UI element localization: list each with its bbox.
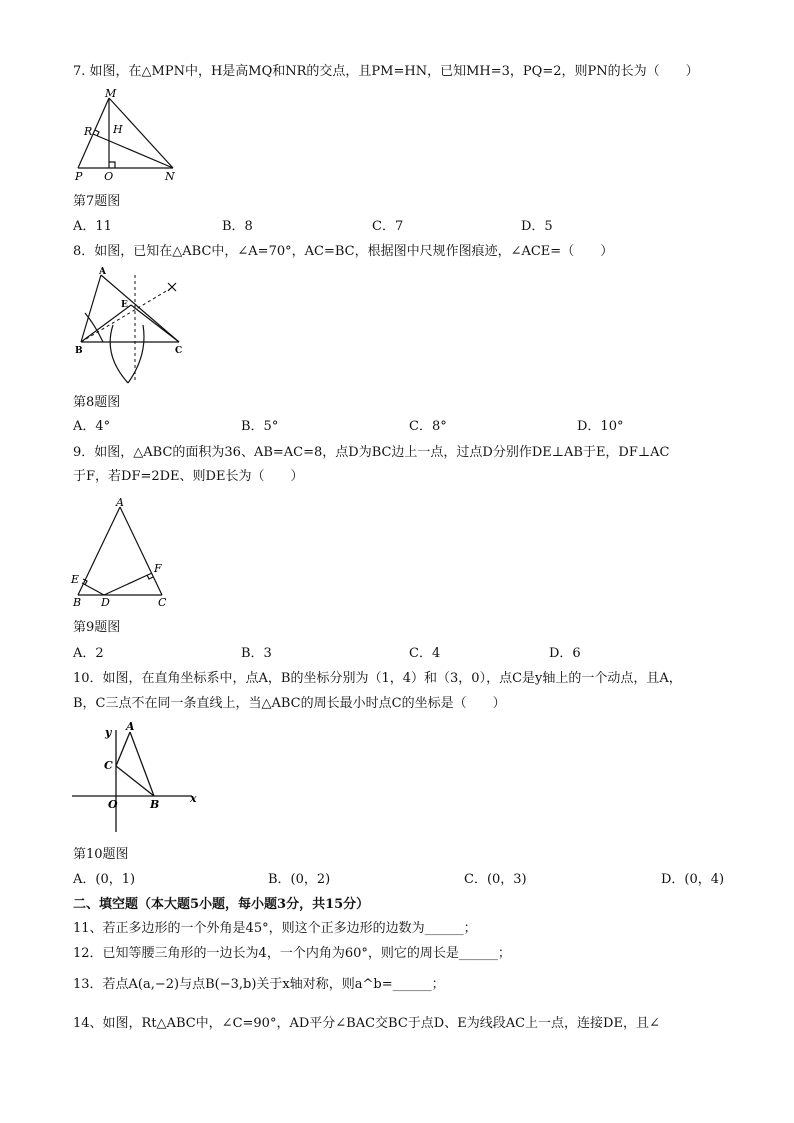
q8-option-a: A．4° — [73, 419, 111, 434]
q8-option-b: B．5° — [241, 419, 279, 434]
question-9-figure — [70, 495, 170, 607]
label-y: y — [105, 726, 112, 739]
question-7-caption: 第7题图 — [73, 194, 121, 209]
label-M: M — [105, 88, 117, 100]
question-11-text: 11、若正多边形的一个外角是45°，则这个正多边形的边数为______； — [73, 921, 477, 936]
q7-option-a: A．11 — [73, 219, 112, 234]
q10-option-d: D．(0，4) — [661, 872, 725, 887]
question-7-figure — [73, 88, 183, 180]
label-C: C — [175, 346, 183, 356]
question-12-text: 12．已知等腰三角形的一边长为4，一个内角为60°，则它的周长是______； — [73, 946, 511, 961]
label-Q: Q — [104, 170, 114, 180]
question-9-text-line1: 9．如图，△ABC的面积为36、AB=AC=8，点D为BC边上一点，过点D分别作DE⊥AB于E，DF⊥AC — [73, 445, 670, 460]
q10-option-a: A．(0，1) — [73, 872, 136, 887]
label-B: B — [150, 798, 160, 811]
label-A: A — [99, 267, 106, 277]
label-F: F — [154, 562, 162, 575]
question-14-text: 14、如图，Rt△ABC中，∠C=90°，AD平分∠BAC交BC于点D、E为线段AC上一点，连接DE，且∠ — [73, 1016, 660, 1031]
q7-option-c: C．7 — [372, 219, 404, 234]
label-N: N — [165, 170, 175, 180]
question-8-caption: 第8题图 — [73, 395, 121, 410]
label-C: C — [104, 759, 113, 772]
label-E: E — [121, 300, 128, 310]
q9-option-d: D．6 — [549, 646, 581, 661]
q7-option-d: D．5 — [521, 219, 553, 234]
label-P: P — [75, 170, 83, 180]
label-R: R — [84, 125, 93, 138]
q9-option-a: A．2 — [73, 646, 104, 661]
label-D: D — [101, 596, 110, 607]
label-B: B — [73, 596, 82, 607]
q7-option-b: B．8 — [222, 219, 253, 234]
label-A: A — [126, 722, 135, 733]
label-A: A — [116, 496, 124, 509]
q10-option-b: B．(0，2) — [268, 872, 331, 887]
label-H: H — [113, 123, 123, 136]
question-9-text-line2: 于F，若DF=2DE、则DE长为（ ） — [73, 469, 304, 484]
question-7-text: 7. 如图，在△MPN中，H是高MQ和NR的交点，且PM=HN，已知MH=3，PQ=2，则PN的长为（ ） — [73, 64, 699, 79]
label-x: x — [190, 792, 197, 805]
q9-option-c: C．4 — [409, 646, 441, 661]
question-10-figure — [70, 722, 200, 834]
q10-option-c: C．(0，3) — [464, 872, 527, 887]
question-13-text: 13．若点A(a,−2)与点B(−3,b)关于x轴对称，则a^b=______； — [73, 977, 445, 992]
question-10-text-line1: 10．如图，在直角坐标系中，点A，B的坐标分别为（1，4）和（3，0），点C是y轴上的一个动点，且A， — [73, 671, 682, 686]
q8-option-c: C．8° — [409, 419, 447, 434]
section-2-title: 二、填空题（本大题5小题，每小题3分，共15分） — [73, 897, 370, 912]
q8-option-d: D．10° — [577, 419, 624, 434]
label-E: E — [71, 573, 80, 586]
label-B: B — [75, 346, 83, 356]
question-8-text: 8．如图，已知在△ABC中，∠A=70°，AC=BC，根据图中尺规作图痕迹，∠ACE=（ ） — [73, 244, 614, 259]
label-O: O — [108, 798, 118, 811]
question-9-caption: 第9题图 — [73, 620, 121, 635]
question-10-text-line2: B，C三点不在同一条直线上，当△ABC的周长最小时点C的坐标是（ ） — [73, 696, 506, 711]
question-8-figure — [73, 265, 188, 387]
label-C: C — [158, 596, 167, 607]
question-10-caption: 第10题图 — [73, 847, 129, 862]
q9-option-b: B．3 — [241, 646, 272, 661]
